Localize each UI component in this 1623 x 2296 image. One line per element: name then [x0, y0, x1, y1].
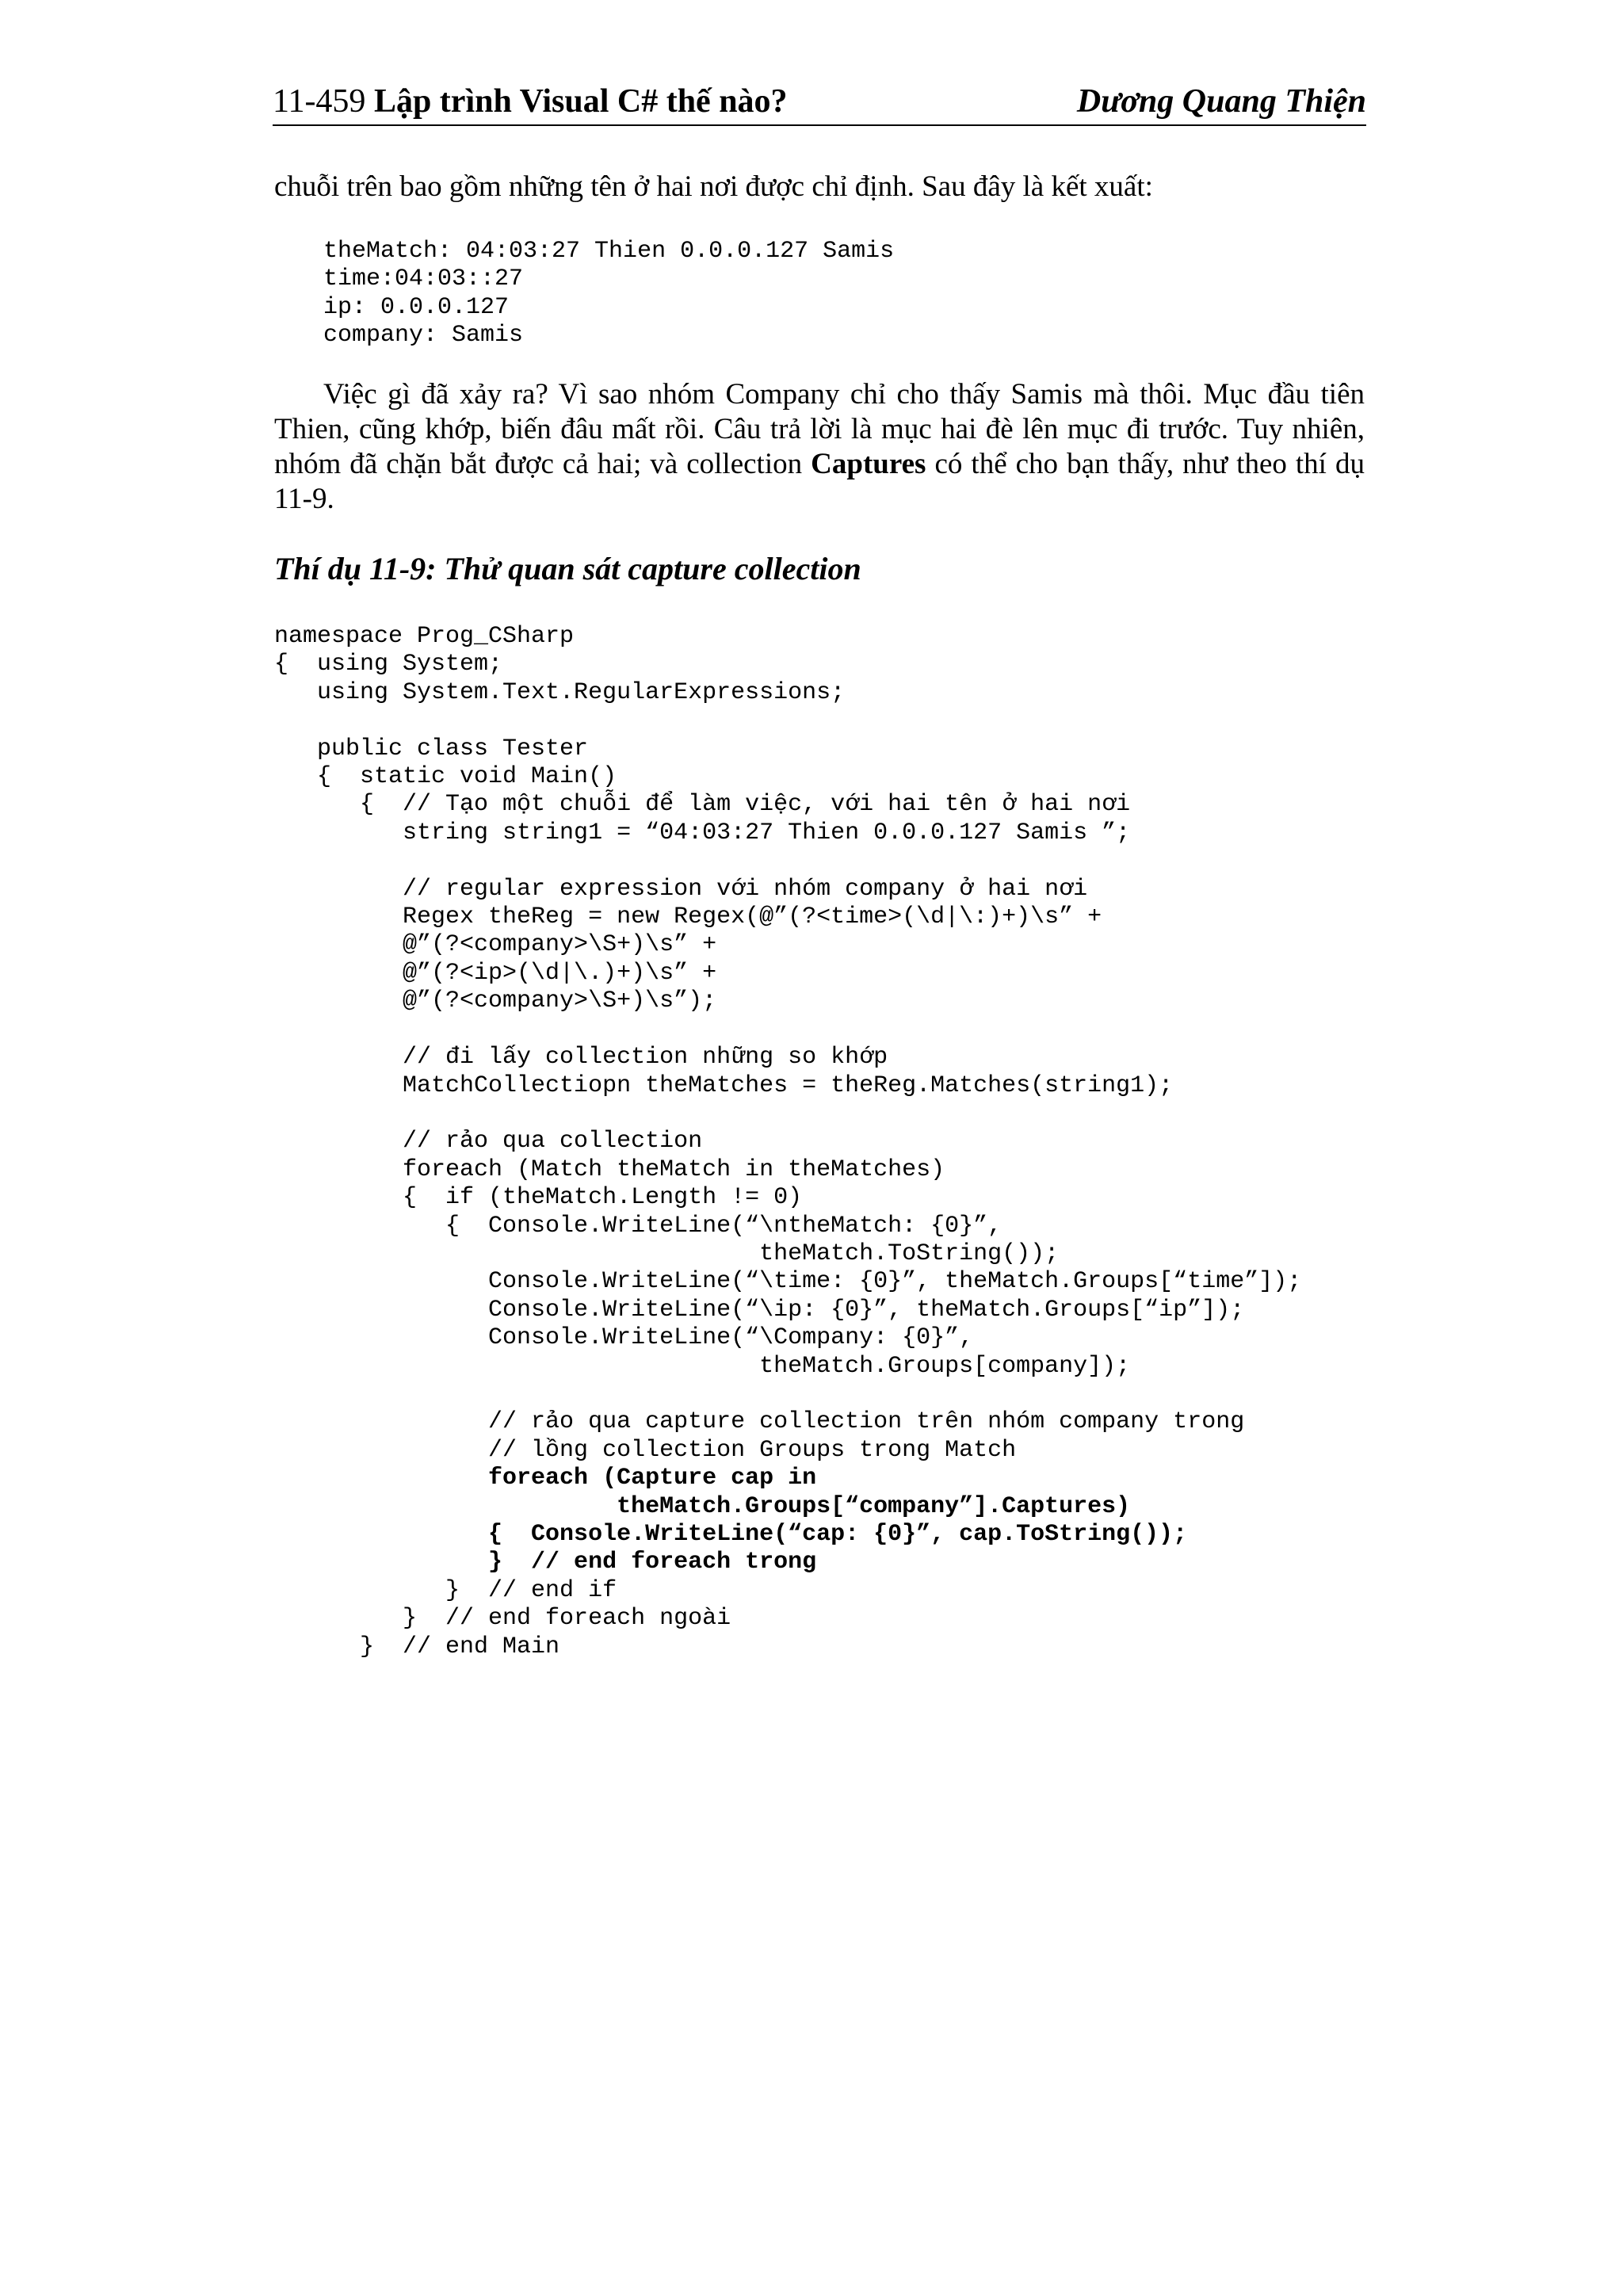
code-line: @”(?<company>\S+)\s”); [274, 988, 717, 1015]
output-line: company: Samis [323, 322, 524, 350]
code-line: { Console.WriteLine(“\ntheMatch: {0}”, [274, 1212, 1002, 1240]
code-line: { static void Main() [274, 763, 617, 791]
code-listing [274, 623, 1301, 1661]
book-title: Lập trình Visual C# thế nào? [373, 83, 788, 120]
code-line: // regular expression với nhóm company ở hai nơi [274, 875, 1088, 903]
code-line [274, 847, 1301, 875]
code-line: Console.WriteLine(“\Company: {0}”, [274, 1324, 974, 1352]
output-line: theMatch: 04:03:27 Thien 0.0.0.127 Samis [323, 238, 895, 265]
code-line: foreach (Capture cap in [274, 1465, 817, 1492]
code-line: @”(?<company>\S+)\s” + [274, 931, 717, 959]
code-line [274, 1381, 1301, 1408]
header-rule [273, 124, 1366, 126]
code-line: // lồng collection Groups trong Match [274, 1436, 1017, 1464]
code-line: @”(?<ip>(\d|\.)+)\s” + [274, 959, 717, 987]
code-line: // đi lấy collection những so khớp [274, 1044, 888, 1072]
code-line: { // Tạo một chuỗi để làm việc, với hai tên ở hai nơi [274, 791, 1131, 819]
code-line [274, 1100, 1301, 1128]
code-line: } // end if [274, 1576, 617, 1604]
code-line: public class Tester [274, 735, 589, 762]
code-line: { using System; [274, 651, 503, 678]
page-number: 11-459 [273, 83, 366, 120]
code-line: foreach (Match theMatch in theMatches) [274, 1156, 945, 1183]
example-caption: Thí dụ 11-9: Thử quan sát capture collection [274, 551, 861, 586]
code-line: } // end Main [274, 1633, 560, 1660]
header-left [273, 76, 788, 127]
code-line: namespace Prog_CSharp [274, 623, 575, 650]
code-line: MatchCollectiopn theMatches = theReg.Matches(string1); [274, 1072, 1174, 1099]
program-output [323, 238, 894, 350]
explanation-paragraph [274, 377, 1365, 517]
code-line: { Console.WriteLine(“cap: {0}”, cap.ToString()); [274, 1521, 1188, 1548]
code-line: } // end foreach ngoài [274, 1605, 731, 1633]
code-line: theMatch.Groups[“company”].Captures) [274, 1492, 1131, 1520]
output-line: time:04:03::27 [323, 266, 524, 293]
code-line [274, 1016, 1301, 1044]
code-line: using System.Text.RegularExpressions; [274, 678, 846, 706]
output-line: ip: 0.0.0.127 [323, 293, 510, 321]
code-line: Regex theReg = new Regex(@”(?<time>(\d|\:)+)\s” + [274, 904, 1102, 931]
page-header [273, 76, 1366, 127]
code-line: theMatch.Groups[company]); [274, 1352, 1131, 1380]
explanation-text: Việc gì đã xảy ra? Vì sao nhóm Company chỉ cho thấy Samis mà thôi. Mục đầu tiên Thien, cũng khớp, biến đâu mất rồi. Câu trả lời là mục hai đè lên mục đi trước. Tuy nhiên, nhóm đã chặn bắt được cả hai; và collection [274, 378, 1365, 480]
captures-term: Captures [811, 448, 926, 480]
intro-paragraph: chuỗi trên bao gồm những tên ở hai nơi được chỉ định. Sau đây là kết xuất: [274, 170, 1153, 203]
code-line: theMatch.ToString()); [274, 1240, 1060, 1267]
code-line: } // end foreach trong [274, 1549, 817, 1576]
code-line: // rảo qua capture collection trên nhóm company trong [274, 1408, 1245, 1436]
code-line: // rảo qua collection [274, 1128, 703, 1156]
code-line [274, 707, 1301, 735]
code-line: string string1 = “04:03:27 Thien 0.0.0.127 Samis ”; [274, 819, 1131, 846]
author-name: Dương Quang Thiện [1076, 83, 1366, 120]
explanation-text-end: có thể cho bạn thấy, như theo thí dụ 11-9. [274, 448, 1365, 515]
code-line: { if (theMatch.Length != 0) [274, 1184, 803, 1212]
code-line: Console.WriteLine(“\ip: {0}”, theMatch.Groups[“ip”]); [274, 1296, 1245, 1324]
code-line: Console.WriteLine(“\time: {0}”, theMatch.Groups[“time”]); [274, 1268, 1302, 1296]
